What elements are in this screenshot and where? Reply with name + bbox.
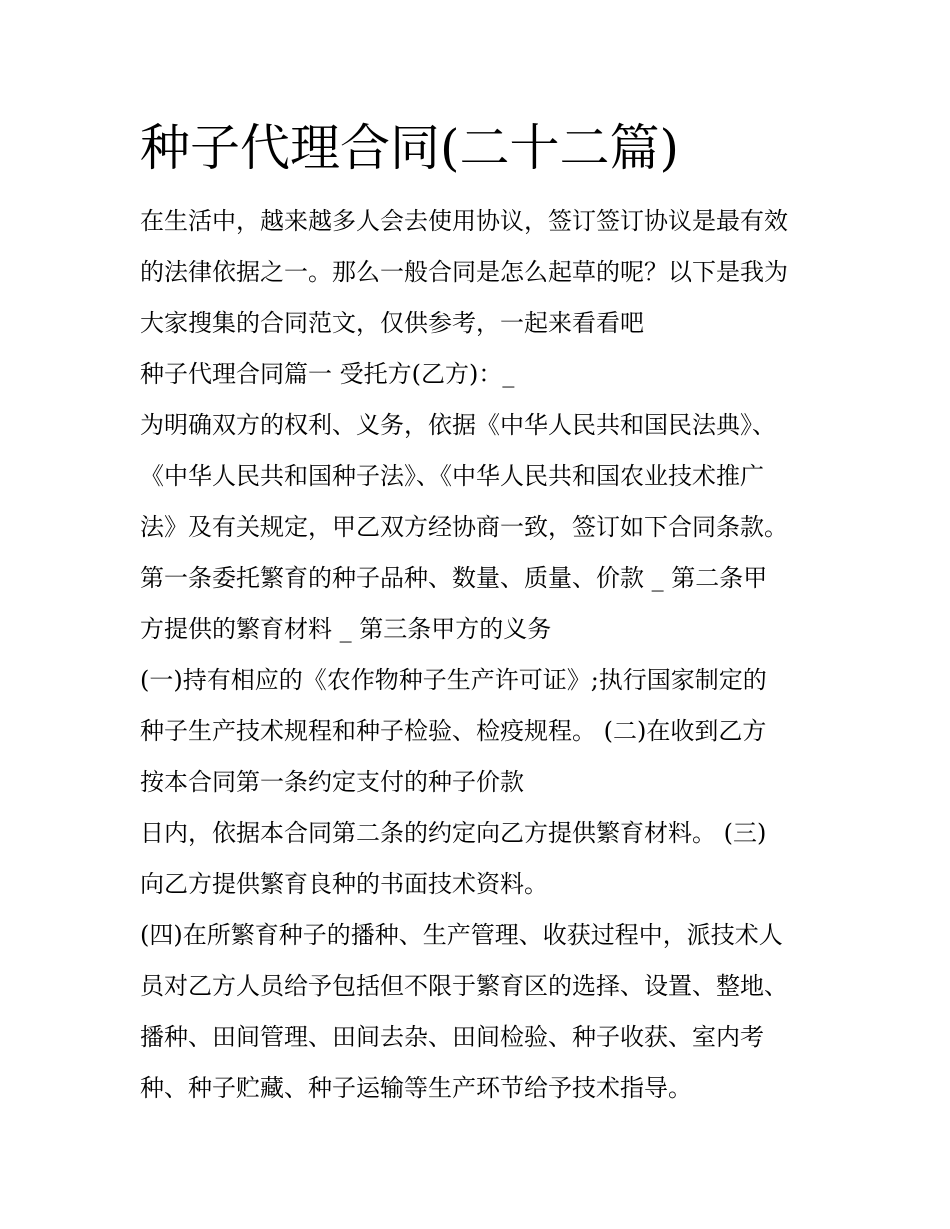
body-line: 在生活中，越来越多人会去使用协议，签订签订协议是最有效 — [140, 207, 788, 235]
body-line: 员对乙方人员给予包括但不限于繁育区的选择、设置、整地、 — [140, 972, 788, 1000]
document-title: 种子代理合同(二十二篇) — [140, 119, 680, 177]
body-line: 法》及有关规定，甲乙双方经协商一致，签订如下合同条款。 — [140, 513, 788, 541]
document-body — [140, 196, 840, 1114]
body-line: 为明确双方的权利、义务，依据《中华人民共和国民法典》、 — [140, 411, 776, 439]
body-line: (四)在所繁育种子的播种、生产管理、收获过程中，派技术人 — [140, 921, 783, 949]
body-line: 《中华人民共和国种子法》、《中华人民共和国农业技术推广 — [140, 462, 764, 490]
body-line: 种子生产技术规程和种子检验、检疫规程。 (二)在收到乙方 — [140, 717, 767, 745]
body-line: 按本合同第一条约定支付的种子价款 — [140, 768, 524, 796]
body-line: 的法律依据之一。那么一般合同是怎么起草的呢？以下是我为 — [140, 258, 788, 286]
body-line: 大家搜集的合同范文，仅供参考，一起来看看吧 — [140, 309, 644, 337]
body-line: 向乙方提供繁育良种的书面技术资料。 — [140, 870, 548, 898]
body-line: 日内，依据本合同第二条的约定向乙方提供繁育材料。 (三) — [140, 819, 767, 847]
body-line: 方提供的繁育材料 _ 第三条甲方的义务 — [140, 615, 552, 643]
body-line: 种、种子贮藏、种子运输等生产环节给予技术指导。 — [140, 1074, 692, 1102]
body-line: (一)持有相应的《农作物种子生产许可证》;执行国家制定的 — [140, 666, 767, 694]
body-line: 第一条委托繁育的种子品种、数量、质量、价款 _ 第二条甲 — [140, 564, 768, 592]
body-line: 播种、田间管理、田间去杂、田间检验、种子收获、室内考 — [140, 1023, 764, 1051]
body-line: 种子代理合同篇一 受托方(乙方)：_ — [140, 360, 515, 388]
